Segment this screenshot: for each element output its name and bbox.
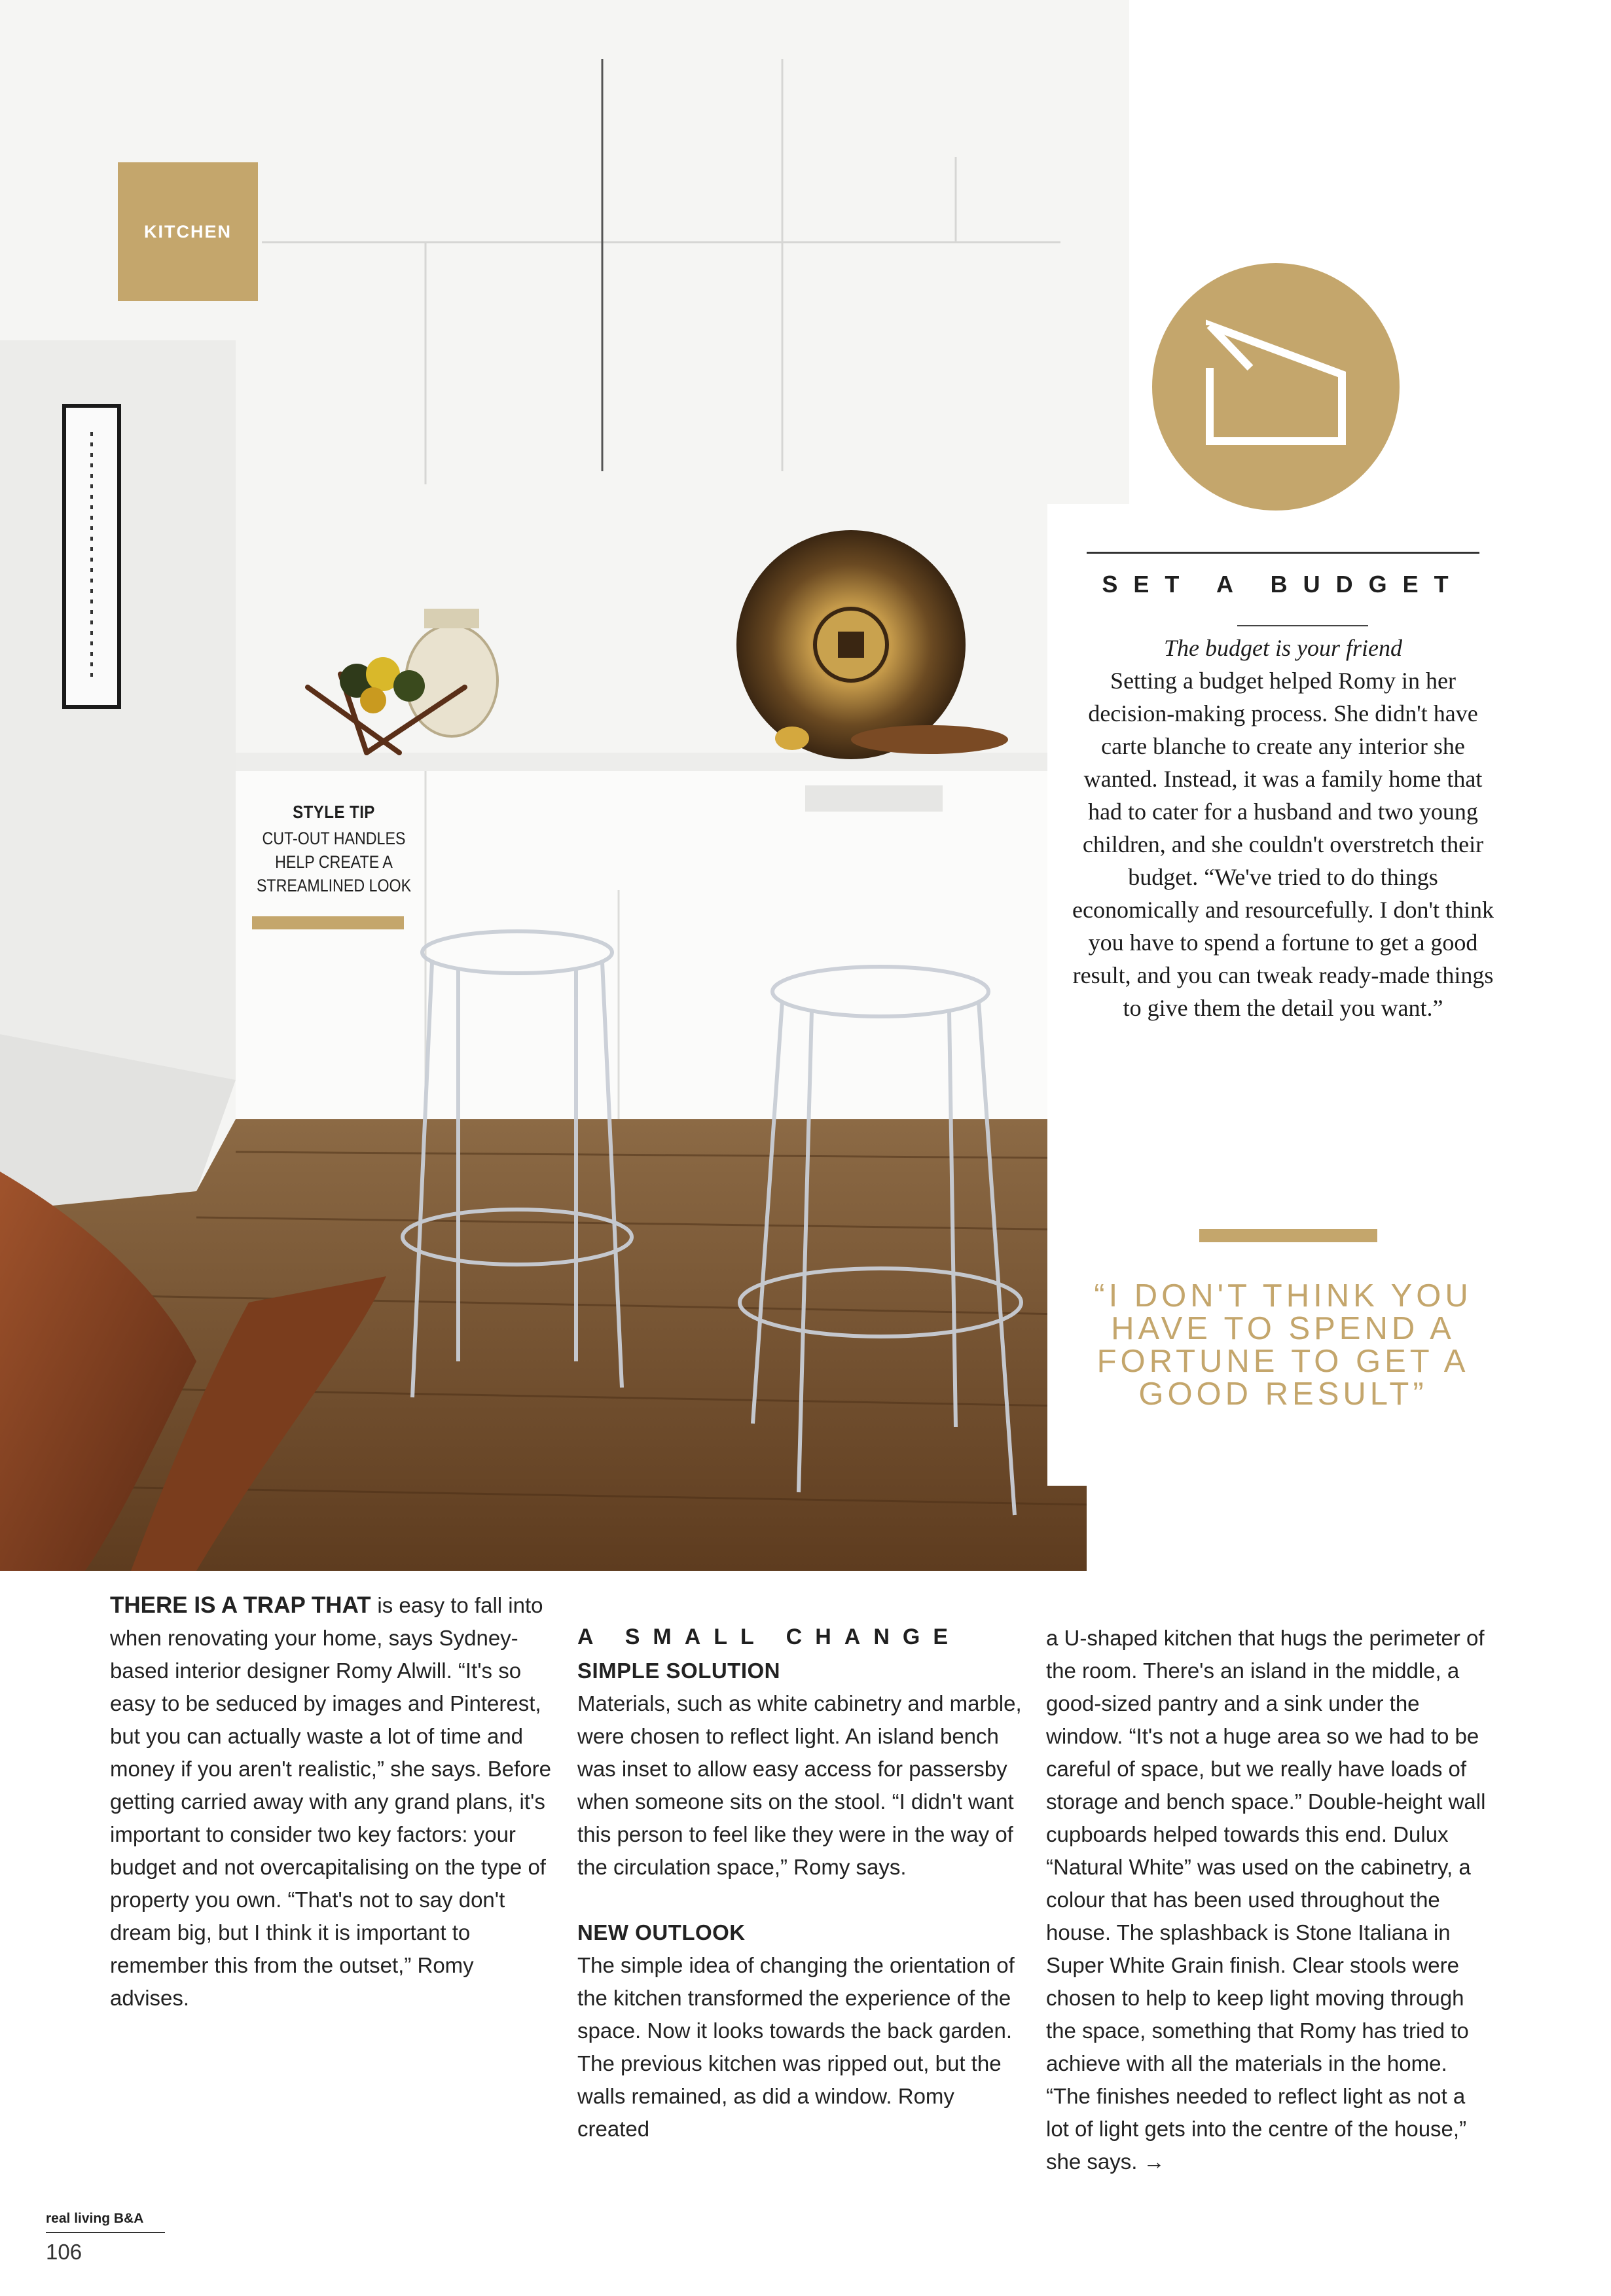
article-column-2 <box>577 1622 1023 2145</box>
style-tip-heading: STYLE TIP <box>293 802 375 822</box>
subhead-simple-solution: SIMPLE SOLUTION <box>577 1659 781 1683</box>
style-tip-body: CUT-OUT HANDLES HELP CREATE A STREAMLINED LOOK <box>256 829 412 895</box>
style-tip <box>239 802 429 897</box>
pull-quote: “I DON'T THINK YOU HAVE TO SPEND A FORTUNE TO GET A GOOD RESULT” <box>1094 1278 1472 1412</box>
article-text: Materials, such as white cabinetry and marble, were chosen to reflect light. An island bench was inset to allow easy access for passersby when someone sits on the stool. “I didn't want this person to feel like they were in the way of the circulation space,” Romy says. <box>577 1691 1022 1879</box>
footer-rule <box>46 2232 165 2233</box>
article-column-3 <box>1046 1622 1491 2178</box>
sidebar-heading-rule <box>1237 625 1368 626</box>
sidebar-subheading: The budget is your friend <box>1164 635 1402 661</box>
sidebar-heading: SET A BUDGET <box>1102 571 1464 598</box>
article-text: is easy to fall into when renovating your home, says Sydney-based interior designer Romy Alwill. “It's so easy to be seduced by images and Pinterest, but you can actually waste a lot of time and money if you aren't realistic,” she says. Before getting carried away with any grand plans, it's important to consider two key factors: your budget and not overcapitalising on the type of property you own. “That's not to say don't dream big, but I think it is important to remember this from the outset,” Romy advises. <box>110 1593 551 2010</box>
article-lead: THERE IS A TRAP THAT <box>110 1592 378 1618</box>
paragraph-spacer <box>577 1884 1023 1916</box>
sidebar-paragraph: Setting a budget helped Romy in her decision-making process. She didn't have carte blanche to create any interior she wanted. Instead, it was a family home that had to cater for a husband and two young children, and she couldn't overstretch their budget. “We've tried to do things economically and resourcefully. I don't think you have to spend a fortune to get a good result, and you can tweak ready-made things to give them the detail you want.” <box>1072 668 1494 1021</box>
house-icon <box>1152 263 1400 511</box>
footer-brand: real living B&A <box>46 2211 144 2226</box>
page-number: 106 <box>46 2240 82 2264</box>
article-text: a U-shaped kitchen that hugs the perimeter of the room. There's an island in the middle, a good-sized pantry and a sink under the window. “It's not a huge area so we had to be careful of space, but we really have loads of storage and bench space.” Double-height wall cupboards helped towards this end. Dulux “Natural White” was used on the cabinetry, a colour that has been used throughout the house. The splashback is Stone Italiana in Super White Grain finish. Clear stools were chosen to help to keep light moving through the space, something that Romy has tried to achieve with all the materials in the home. “The finishes needed to reflect light as not a lot of light gets into the centre of the house,” she says. → <box>1046 1626 1486 2174</box>
article-text: The simple idea of changing the orientation of the kitchen transformed the experience of the space. Now it looks towards the back garden. The previous kitchen was ripped out, but the walls remained, as did a window. Romy created <box>577 1953 1015 2141</box>
title-spacer <box>577 1622 1023 1655</box>
style-tip-bar <box>252 916 404 929</box>
sidebar-top-rule <box>1087 552 1479 554</box>
section-title: A SMALL CHANGE <box>577 1624 961 1649</box>
sidebar-body <box>1067 632 1499 1024</box>
subhead-new-outlook: NEW OUTLOOK <box>577 1920 746 1945</box>
article-column-1 <box>110 1589 555 2015</box>
pull-quote-bar <box>1199 1229 1377 1242</box>
section-label: KITCHEN <box>118 162 258 301</box>
